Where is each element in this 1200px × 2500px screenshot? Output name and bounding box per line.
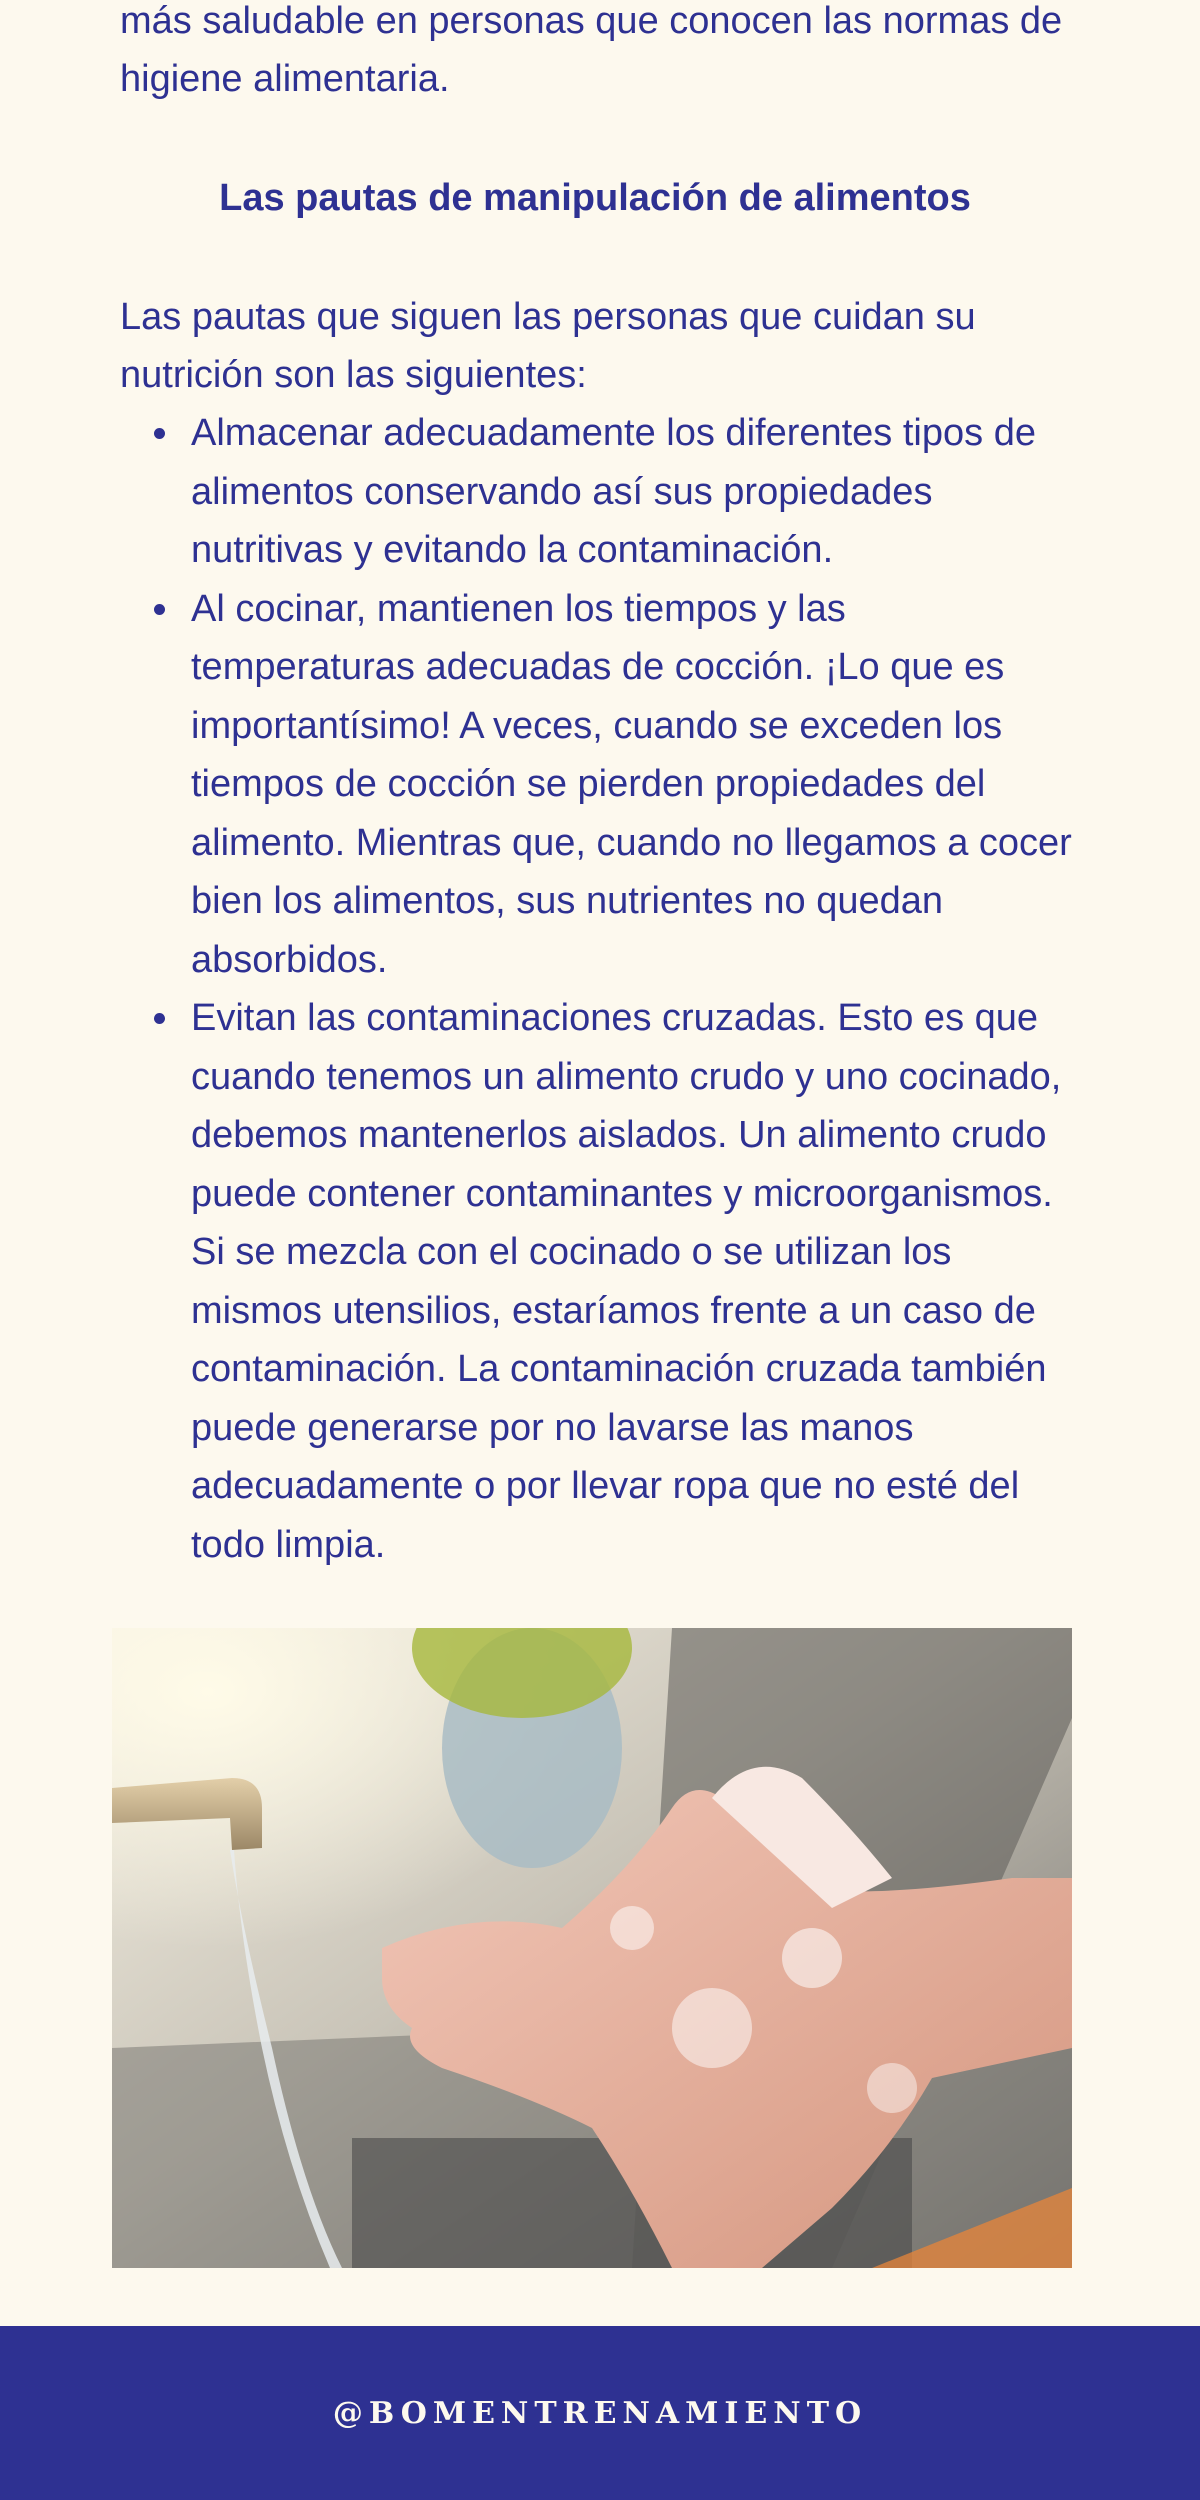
list-item xyxy=(120,580,1080,990)
footer-handle[interactable]: @BOMENTRENAMIENTO xyxy=(332,2395,868,2431)
bullet-icon xyxy=(154,604,165,615)
list-item xyxy=(120,404,1080,580)
guidelines-list xyxy=(120,404,1080,1574)
list-item-text: Evitan las contaminaciones cruzadas. Esto es que cuando tenemos un alimento crudo y uno cocinado, debemos mantenerlos aislados. Un alimento crudo puede contener contaminantes y microorganismos. Si se mezcla con el cocinado o se utilizan los mismos utensilios, estaríamos frente a un caso de contaminación. La contaminación cruzada también puede generarse por no lavarse las manos adecuadamente o por llevar ropa que no esté del todo limpia. xyxy=(191,997,1062,1566)
section-heading: Las pautas de manipulación de alimentos xyxy=(219,177,971,219)
lead-paragraph: Las pautas que siguen las personas que cuidan su nutrición son las siguientes: xyxy=(120,296,976,396)
bullet-icon xyxy=(154,428,165,439)
handwashing-photo xyxy=(112,1628,1072,2268)
intro-paragraph: más saludable en personas que conocen las normas de higiene alimentaria. xyxy=(120,0,1063,100)
footer xyxy=(0,2326,1200,2500)
list-item-text: Al cocinar, mantienen los tiempos y las temperaturas adecuadas de cocción. ¡Lo que es importantísimo! A veces, cuando se exceden los tiempos de cocción se pierden propiedades del alimento. Mientras que, cuando no llegamos a cocer bien los alimentos, sus nutrientes no quedan absorbidos. xyxy=(191,587,1072,981)
list-item-text: Almacenar adecuadamente los diferentes tipos de alimentos conservando así sus propiedades nutritivas y evitando la contaminación. xyxy=(191,412,1036,571)
list-item xyxy=(120,989,1080,1574)
bullet-icon xyxy=(154,1013,165,1024)
